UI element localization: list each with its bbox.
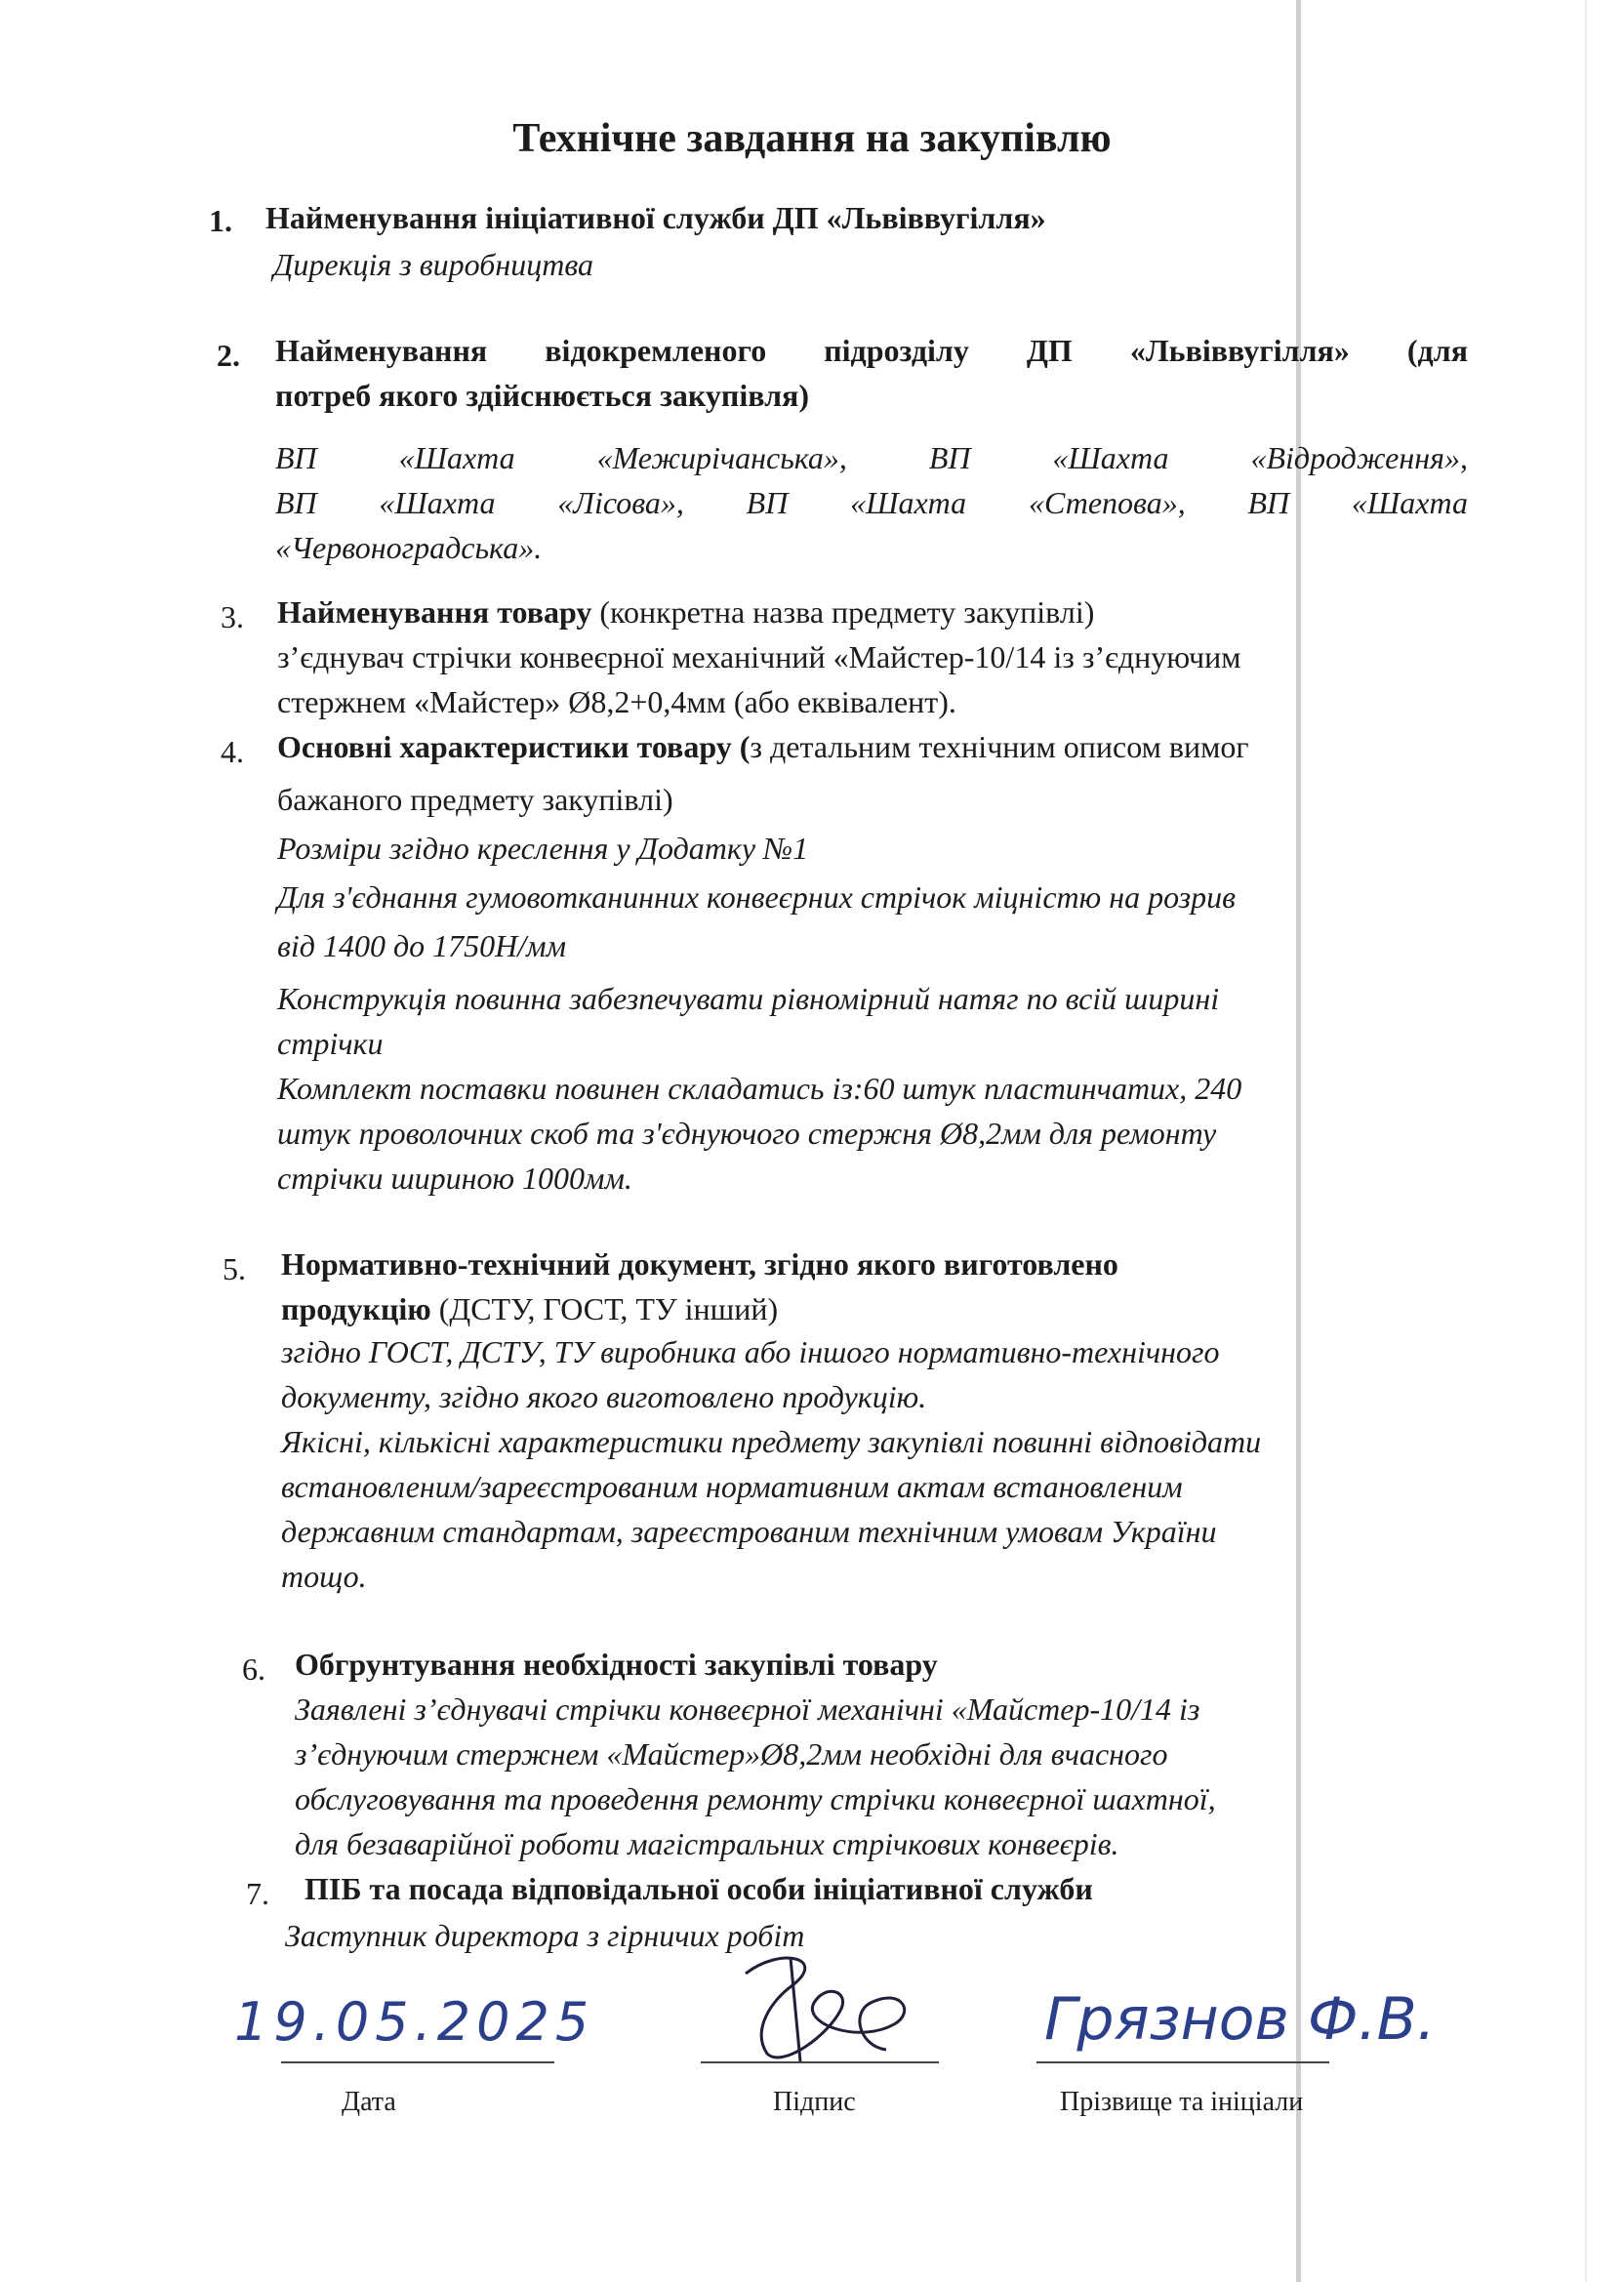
section-2-heading-line2: потреб якого здійснюється закупівля) xyxy=(275,378,810,413)
section-5-line1: згідно ГОСТ, ДСТУ, ТУ виробника або іншого нормативно-технічного xyxy=(281,1334,1220,1369)
section-7-number: 7. xyxy=(246,1876,269,1911)
handwritten-date: 19.05.2025 xyxy=(234,1991,595,2053)
section-4-para3-line1: Конструкція повинна забезпечувати рівномірний натяг по всій ширині xyxy=(277,981,1220,1016)
section-4-para1: Розміри згідно креслення у Додатку №1 xyxy=(277,831,809,866)
section-5-heading-tail: (ДСТУ, ГОСТ, ТУ інший) xyxy=(430,1291,779,1326)
section-7-heading: ПІБ та посада відповідальної особи ініціативної служби xyxy=(304,1871,1093,1906)
signature-scribble xyxy=(712,1952,937,2069)
section-2-value-line1: ВП «Шахта «Межирічанська», ВП «Шахта «Відродження», xyxy=(275,440,1468,475)
section-3-number: 3. xyxy=(221,599,244,634)
section-1-value: Дирекція з виробництва xyxy=(273,247,593,282)
section-5-line6: тощо. xyxy=(281,1559,367,1594)
section-1-number: 1. xyxy=(209,203,232,238)
section-4-para2-line1: Для з'єднання гумовотканинних конвеєрних стрічок міцністю на розрив xyxy=(277,879,1237,915)
section-3-line3: стержнем «Майстер» Ø8,2+0,4мм (або еквівалент). xyxy=(277,684,956,719)
section-5-number: 5. xyxy=(223,1251,246,1286)
section-4-para4-line3: стрічки шириною 1000мм. xyxy=(277,1161,632,1196)
name-line xyxy=(1036,2061,1329,2063)
section-3-heading: Найменування товару xyxy=(277,594,592,630)
section-3-line2: з’єднувач стрічки конвеєрної механічний «Майстер-10/14 із з’єднуючим xyxy=(277,639,1241,674)
section-5-line2: документу, згідно якого виготовлено продукцію. xyxy=(281,1379,927,1414)
section-4-heading-line xyxy=(277,724,1248,769)
section-6-line1: Заявлені з’єднувачі стрічки конвеєрної механічні «Майстер-10/14 із xyxy=(295,1691,1200,1727)
section-7-value: Заступник директора з гірничих робіт xyxy=(285,1918,805,1953)
section-5-heading-bold: продукцію xyxy=(281,1291,431,1326)
section-4-heading-line2: бажаного предмету закупівлі) xyxy=(277,782,673,817)
section-4-heading: Основні характеристики товару ( xyxy=(277,729,751,764)
document-title: Технічне завдання на закупівлю xyxy=(512,116,1112,161)
signature-label: Підпис xyxy=(773,2087,856,2117)
date-label: Дата xyxy=(342,2087,396,2117)
section-6-line4: для безаварійної роботи магістральних стрічкових конвеєрів. xyxy=(295,1826,1119,1861)
section-5-heading-line1: Нормативно-технічний документ, згідно якого виготовлено xyxy=(281,1246,1118,1282)
section-2-heading-line1: Найменування відокремленого підрозділу ДП «Львіввугілля» (для xyxy=(275,333,1468,368)
section-4-para3-line2: стрічки xyxy=(277,1026,384,1061)
section-4-para2-line2: від 1400 до 1750Н/мм xyxy=(277,928,566,963)
section-4-number: 4. xyxy=(221,734,244,769)
section-2-value-line2: ВП «Шахта «Лісова», ВП «Шахта «Степова», ВП «Шахта xyxy=(275,485,1468,520)
section-6-line3: обслуговування та проведення ремонту стрічки конвеєрної шахтної, xyxy=(295,1781,1216,1816)
section-4-para4-line1: Комплект поставки повинен складатись із:60 штук пластинчатих, 240 xyxy=(277,1071,1242,1106)
section-5-heading-line2 xyxy=(281,1286,778,1331)
name-label: Прізвище та ініціали xyxy=(1060,2087,1304,2117)
date-line xyxy=(281,2061,554,2063)
section-1-heading: Найменування ініціативної служби ДП «Львіввугілля» xyxy=(265,200,1046,235)
section-2-number: 2. xyxy=(217,338,240,373)
section-6-line2: з’єднуючим стержнем «Майстер»Ø8,2мм необхідні для вчасного xyxy=(295,1736,1168,1772)
section-6-heading: Обгрунтування необхідності закупівлі товару xyxy=(295,1647,938,1682)
section-4-para4-line2: штук проволочних скоб та з'єднуючого стержня Ø8,2мм для ремонту xyxy=(277,1116,1217,1151)
section-3-heading-line xyxy=(277,590,1094,634)
section-3-heading-tail: (конкретна назва предмету закупівлі) xyxy=(591,594,1095,630)
section-5-line4: встановленим/зареєстрованим нормативним актам встановленим xyxy=(281,1469,1183,1504)
handwritten-name: Грязнов Ф.В. xyxy=(1044,1985,1436,2054)
section-6-number: 6. xyxy=(242,1651,265,1687)
section-4-heading-tail: з детальним технічним описом вимог xyxy=(750,729,1249,764)
signature-line xyxy=(701,2061,939,2063)
scan-edge-shadow xyxy=(1585,0,1587,2282)
section-5-line5: державним стандартам, зареєстрованим технічним умовам України xyxy=(281,1514,1217,1549)
section-5-line3: Якісні, кількісні характеристики предмету закупівлі повинні відповідати xyxy=(281,1424,1262,1459)
section-2-value-line3: «Червоноградська». xyxy=(275,530,543,565)
